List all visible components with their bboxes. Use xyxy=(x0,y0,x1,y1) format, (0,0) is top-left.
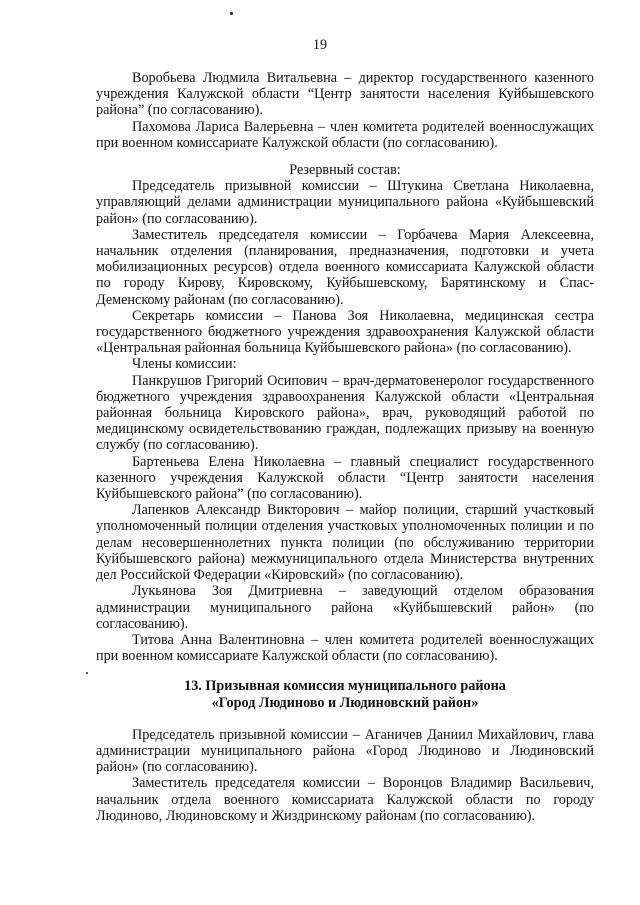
paragraph: Панкрушов Григорий Осипович – врач-дерматовенеролог государственного бюджетного учреждения здравоохранения Калужской области «Центральная районная больница Кировского района», врач, руководящий работой по медицинскому освидетельствованию граждан, подлежащих призыву на военную службу (по согласованию). xyxy=(96,372,594,454)
members-heading: Члены комиссии: xyxy=(132,356,237,373)
paragraph: Председатель призывной комиссии – Штукина Светлана Николаевна, управляющий делами администрации муниципального района «Куйбышевский район» (по согласованию). xyxy=(96,178,594,227)
section-title-line: 13. Призывная комиссия муниципального района xyxy=(184,678,506,695)
reserve-heading: Резервный состав: xyxy=(289,162,401,179)
scan-speck xyxy=(230,12,233,15)
paragraph: Лукьянова Зоя Дмитриевна – заведующий отделом образования администрации муниципального района «Куйбышевский район» (по согласованию). xyxy=(96,583,594,632)
page-number: 19 xyxy=(312,37,328,53)
paragraph: Секретарь комиссии – Панова Зоя Николаевна, медицинская сестра государственного бюджетного учреждения здравоохранения Калужской области «Центральная районная больница Куйбышевского района» (по согласованию). xyxy=(96,307,594,357)
document-body xyxy=(96,70,594,824)
paragraph: Заместитель председателя комиссии – Воронцов Владимир Васильевич, начальник отдела военного комиссариата Калужской области по городу Людиново, Людиновскому и Жиздринскому районам (по согласованию). xyxy=(96,775,594,824)
paragraph: Заместитель председателя комиссии – Горбачева Мария Алексеевна, начальник отделения (планирования, предназначения, подготовки и учета мобилизационных ресурсов) отдела военного комиссариата Калужской области по городу Кирову, Кировскому, Куйбышевскому, Барятинскому и Спас-Деменскому районам (по согласованию). xyxy=(96,226,594,308)
paragraph: Лапенков Александр Викторович – майор полиции, старший участковый уполномоченный полиции отделения участковых уполномоченных полиции и по делам несовершеннолетних пункта полиции (по обслуживанию территории Куйбышевского района) межмуниципального отдела Министерства внутренних дел Российской Федерации «Кировский» (по согласованию). xyxy=(96,502,594,584)
section-title-line: «Город Людиново и Людиновский район» xyxy=(211,694,479,711)
scan-speck xyxy=(86,672,88,674)
paragraph: Бартеньева Елена Николаевна – главный специалист государственного казенного учреждения Калужской области “Центр занятости населения Куйбышевского района” (по согласованию). xyxy=(96,453,594,503)
paragraph: Пахомова Лариса Валерьевна – член комитета родителей военнослужащих при военном комиссариате Калужской области (по согласованию). xyxy=(96,118,594,151)
paragraph: Воробьева Людмила Витальевна – директор государственного казенного учреждения Калужской области “Центр занятости населения Куйбышевского района” (по согласованию). xyxy=(96,70,594,119)
paragraph: Титова Анна Валентиновна – член комитета родителей военнослужащих при военном комиссариате Калужской области (по согласованию). xyxy=(96,631,594,665)
paragraph: Председатель призывной комиссии – Аганичев Даниил Михайлович, глава администрации муниципального района «Город Людиново и Людиновский район» (по согласованию). xyxy=(96,726,594,776)
